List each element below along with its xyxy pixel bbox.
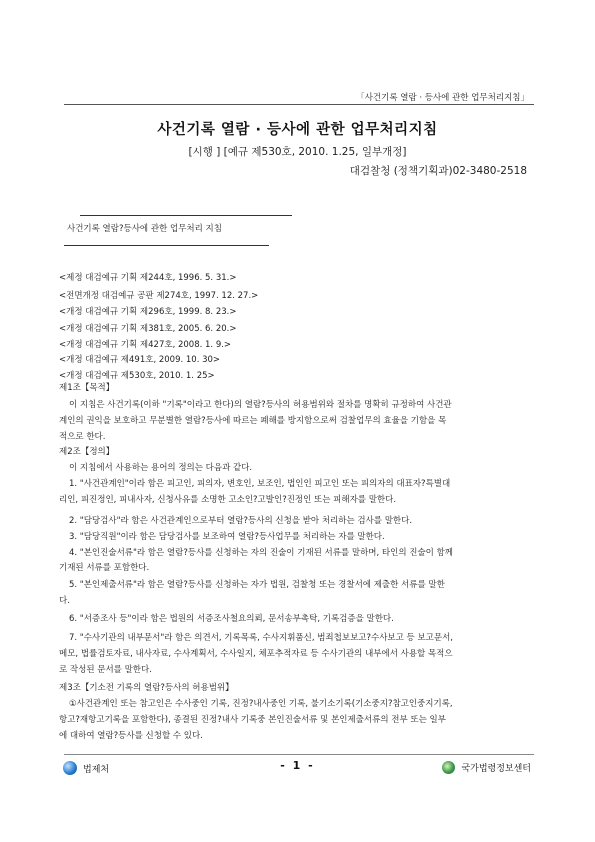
definition-item: 3. "담당직원"이라 함은 담당검사를 보조하여 열람?등사업무를 처리하는 자를 말한다. (69, 532, 385, 542)
document-header-tag: 「사건기록 열람 · 등사에 관한 업무처리지침」 (356, 93, 529, 103)
globe-logo-icon (442, 761, 455, 774)
article-heading: 제1조【목적】 (59, 383, 115, 393)
body-text-line: 적으로 한다. (59, 432, 106, 442)
responsible-organization: 대검찰청 (정책기획과)02-3480-2518 (349, 165, 527, 177)
header-divider (64, 104, 534, 105)
body-text-line: 리인, 피진정인, 피내사자, 신청사유를 소명한 고소인?고발인?진정인 또는 피해자를 말한다. (59, 495, 397, 505)
amendment-history-line: <개정 대검예규 기획 제427호, 2008. 1. 9.> (59, 340, 232, 350)
definition-item: 6. "서증조사 등"이라 함은 법원의 서증조사철요의뢰, 문서송부촉탁, 기록검증을 말한다. (69, 614, 394, 624)
subtitle-top-rule (80, 215, 292, 216)
body-text-line: 로 작성된 문서를 말한다. (59, 665, 152, 675)
enactment-info: [시행 ] [예규 제530호, 2010. 1.25, 일부개정] (188, 146, 407, 158)
footer-left-label: 법제처 (83, 764, 110, 775)
page-number: - 1 - (280, 759, 315, 772)
amendment-history-line: <개정 대검예규 제530호, 2010. 1. 25> (59, 371, 215, 381)
article-heading: 제3조【기소전 기록의 열람?등사의 허용범위】 (59, 683, 234, 693)
amendment-history-line: <개정 대검예규 기획 제296호, 1999. 8. 23.> (59, 307, 237, 317)
body-text-line: 기재된 서류를 포함한다. (59, 563, 150, 573)
definition-item: 7. "수사기관의 내부문서"라 함은 의견서, 기록목록, 수사지휘품신, 범죄첩보보고?수사보고 등 보고문서, (69, 633, 454, 643)
definition-item: 2. "담당검사"라 함은 사건관계인으로부터 열람?등사의 신청을 받아 처리하는 검사를 말한다. (69, 516, 413, 526)
article-heading: 제2조【정의】 (59, 447, 115, 457)
definition-item: 1. "사건관계인"이라 함은 피고인, 피의자, 변호인, 보조인, 법인인 피고인 또는 피의자의 대표자?특별대 (69, 479, 451, 489)
amendment-history-line: <개정 대검예규 제491호, 2009. 10. 30> (59, 355, 221, 365)
body-text-line: 에 대하여 열람?등사를 신청할 수 있다. (59, 731, 203, 741)
amendment-history-line: <개정 대검예규 기획 제381호, 2005. 6. 20.> (59, 324, 237, 334)
body-text-line: 다. (59, 596, 70, 606)
body-text-line: 메모, 법률검토자료, 내사자료, 수사계획서, 수사일지, 체포추적자료 등 수사기관의 내부에서 사용할 목적으 (59, 649, 453, 659)
footer-divider (64, 754, 534, 755)
body-text-line: 항고?재항고기록을 포함한다), 종결된 진정?내사 기록중 본인진술서류 및 본인제출서류의 전부 또는 일부 (59, 715, 446, 725)
body-text-line: 이 지침에서 사용하는 용어의 정의는 다음과 같다. (69, 463, 253, 473)
amendment-history-line: <전면개정 대검예규 공판 제274호, 1997. 12. 27.> (59, 291, 259, 301)
definition-item: 4. "본인진술서류"라 함은 열람?등사를 신청하는 자의 진술이 기재된 서류를 말하며, 타인의 진술이 함께 (69, 548, 454, 558)
paragraph-item: ①사건관계인 또는 참고인은 수사중인 기록, 진정?내사중인 기록, 불기소기록(기소중지?참고인중지기록, (69, 699, 453, 709)
subtitle-bottom-rule (64, 245, 269, 246)
document-subtitle: 사건기록 열람?등사에 관한 업무처리 지침 (67, 224, 222, 234)
amendment-history-line: <제정 대검예규 기획 제244호, 1996. 5. 31.> (59, 273, 237, 283)
footer-right-label: 국가법령정보센터 (461, 764, 531, 774)
footer-right (442, 761, 531, 774)
document-title: 사건기록 열람 · 등사에 관한 업무처리지침 (157, 122, 438, 138)
body-text-line: 이 지침은 사건기록(이하 "기록"이라고 한다)의 열람?등사의 허용범위와 절차를 명확히 규정하여 사건관 (69, 400, 452, 410)
body-text-line: 계인의 권익을 보호하고 무분별한 열람?등사에 따르는 폐해를 방지함으로써 검찰업무의 효율을 기함을 목 (59, 416, 447, 426)
definition-item: 5. "본인제출서류"라 함은 열람?등사를 신청하는 자가 법원, 검찰청 또는 경찰서에 제출한 서류를 말한 (69, 580, 445, 590)
